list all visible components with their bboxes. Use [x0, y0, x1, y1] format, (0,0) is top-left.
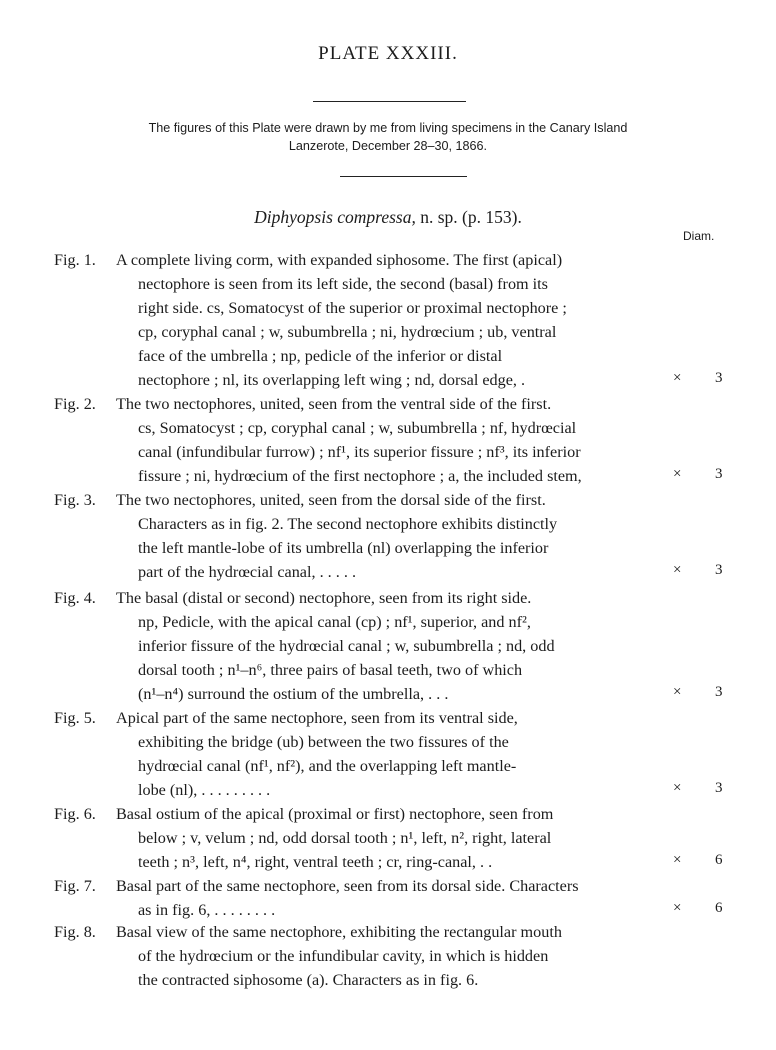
- caption-line: of the hydrœcium or the infundibular cavity, in which is hidden: [138, 947, 549, 965]
- caption-line: Characters as in fig. 2. The second nectophore exhibits distinctly: [138, 515, 558, 533]
- caption-line: The two nectophores, united, seen from the ventral side of the first.: [116, 395, 552, 413]
- magnification-sign: ×: [673, 780, 682, 796]
- species-heading: [0, 207, 776, 228]
- caption-line: Basal part of the same nectophore, seen from its dorsal side. Characters: [116, 877, 579, 895]
- figure-label: Fig. 5.: [54, 709, 96, 727]
- caption-line: below ; v, velum ; nd, odd dorsal tooth ; n¹, left, n², right, lateral: [138, 829, 552, 847]
- caption-line: dorsal tooth ; n¹–n⁶, three pairs of basal teeth, two of which: [138, 661, 523, 679]
- diam-column-label: Diam.: [683, 229, 715, 243]
- caption-line: nectophore is seen from its left side, the second (basal) from its: [138, 275, 548, 293]
- caption-line: the left mantle-lobe of its umbrella (nl) overlapping the inferior: [138, 539, 549, 557]
- caption-line: Apical part of the same nectophore, seen from its ventral side,: [116, 709, 518, 727]
- diameter-value: 3: [715, 562, 723, 578]
- caption-line: cs, Somatocyst ; cp, coryphal canal ; w, subumbrella ; nf, hydrœcial: [138, 419, 577, 437]
- caption-line: cp, coryphal canal ; w, subumbrella ; ni, hydrœcium ; ub, ventral: [138, 323, 557, 341]
- caption-line: lobe (nl), . . . . . . . . .: [138, 781, 271, 799]
- caption-line: Basal ostium of the apical (proximal or first) nectophore, seen from: [116, 805, 554, 823]
- plate-note: [100, 119, 676, 155]
- caption-line: face of the umbrella ; np, pedicle of the inferior or distal: [138, 347, 503, 365]
- caption-line: inferior fissure of the hydrœcial canal ; w, subumbrella ; nd, odd: [138, 637, 555, 655]
- figure-label: Fig. 2.: [54, 395, 96, 413]
- diameter-value: 3: [715, 370, 723, 386]
- diameter-value: 6: [715, 852, 723, 868]
- caption-line: hydrœcial canal (nf¹, nf²), and the overlapping left mantle-: [138, 757, 517, 775]
- diameter-value: 3: [715, 466, 723, 482]
- caption-line: The two nectophores, united, seen from the dorsal side of the first.: [116, 491, 546, 509]
- figure-label: Fig. 1.: [54, 251, 96, 269]
- caption-line: right side. cs, Somatocyst of the superior or proximal nectophore ;: [138, 299, 567, 317]
- caption-line: (n¹–n⁴) surround the ostium of the umbrella, . . .: [138, 685, 449, 703]
- figure-label: Fig. 3.: [54, 491, 96, 509]
- note-line-1: The figures of this Plate were drawn by me from living specimens in the Canary Island: [148, 121, 628, 135]
- diameter-value: 6: [715, 900, 723, 916]
- caption-line: The basal (distal or second) nectophore, seen from its right side.: [116, 589, 532, 607]
- caption-line: Basal view of the same nectophore, exhibiting the rectangular mouth: [116, 923, 562, 941]
- note-divider: [340, 176, 467, 177]
- caption-line: exhibiting the bridge (ub) between the two fissures of the: [138, 733, 509, 751]
- caption-line: as in fig. 6, . . . . . . . .: [138, 901, 276, 919]
- figure-label: Fig. 4.: [54, 589, 96, 607]
- magnification-sign: ×: [673, 370, 682, 386]
- magnification-sign: ×: [673, 466, 682, 482]
- caption-line: A complete living corm, with expanded siphosome. The first (apical): [116, 251, 563, 269]
- caption-line: canal (infundibular furrow) ; nf¹, its superior fissure ; nf³, its inferior: [138, 443, 581, 461]
- caption-line: fissure ; ni, hydrœcium of the first nectophore ; a, the included stem,: [138, 467, 582, 485]
- species-reference: n. sp. (p. 153).: [415, 207, 522, 227]
- diameter-value: 3: [715, 780, 723, 796]
- diameter-value: 3: [715, 684, 723, 700]
- figure-label: Fig. 8.: [54, 923, 96, 941]
- magnification-sign: ×: [673, 684, 682, 700]
- figure-label: Fig. 6.: [54, 805, 96, 823]
- caption-line: the contracted siphosome (a). Characters as in fig. 6.: [138, 971, 479, 989]
- species-name: Diphyopsis compressa,: [254, 207, 416, 227]
- title-divider: [313, 101, 466, 102]
- magnification-sign: ×: [673, 852, 682, 868]
- caption-line: np, Pedicle, with the apical canal (cp) ; nf¹, superior, and nf²,: [138, 613, 531, 631]
- caption-line: nectophore ; nl, its overlapping left wing ; nd, dorsal edge, .: [138, 371, 526, 389]
- plate-title: PLATE XXXIII.: [318, 43, 458, 64]
- magnification-sign: ×: [673, 900, 682, 916]
- note-line-2: Lanzerote, December 28–30, 1866.: [288, 139, 488, 153]
- caption-line: teeth ; n³, left, n⁴, right, ventral teeth ; cr, ring-canal, . .: [138, 853, 493, 871]
- caption-line: part of the hydrœcial canal, . . . . .: [138, 563, 357, 581]
- figure-label: Fig. 7.: [54, 877, 96, 895]
- magnification-sign: ×: [673, 562, 682, 578]
